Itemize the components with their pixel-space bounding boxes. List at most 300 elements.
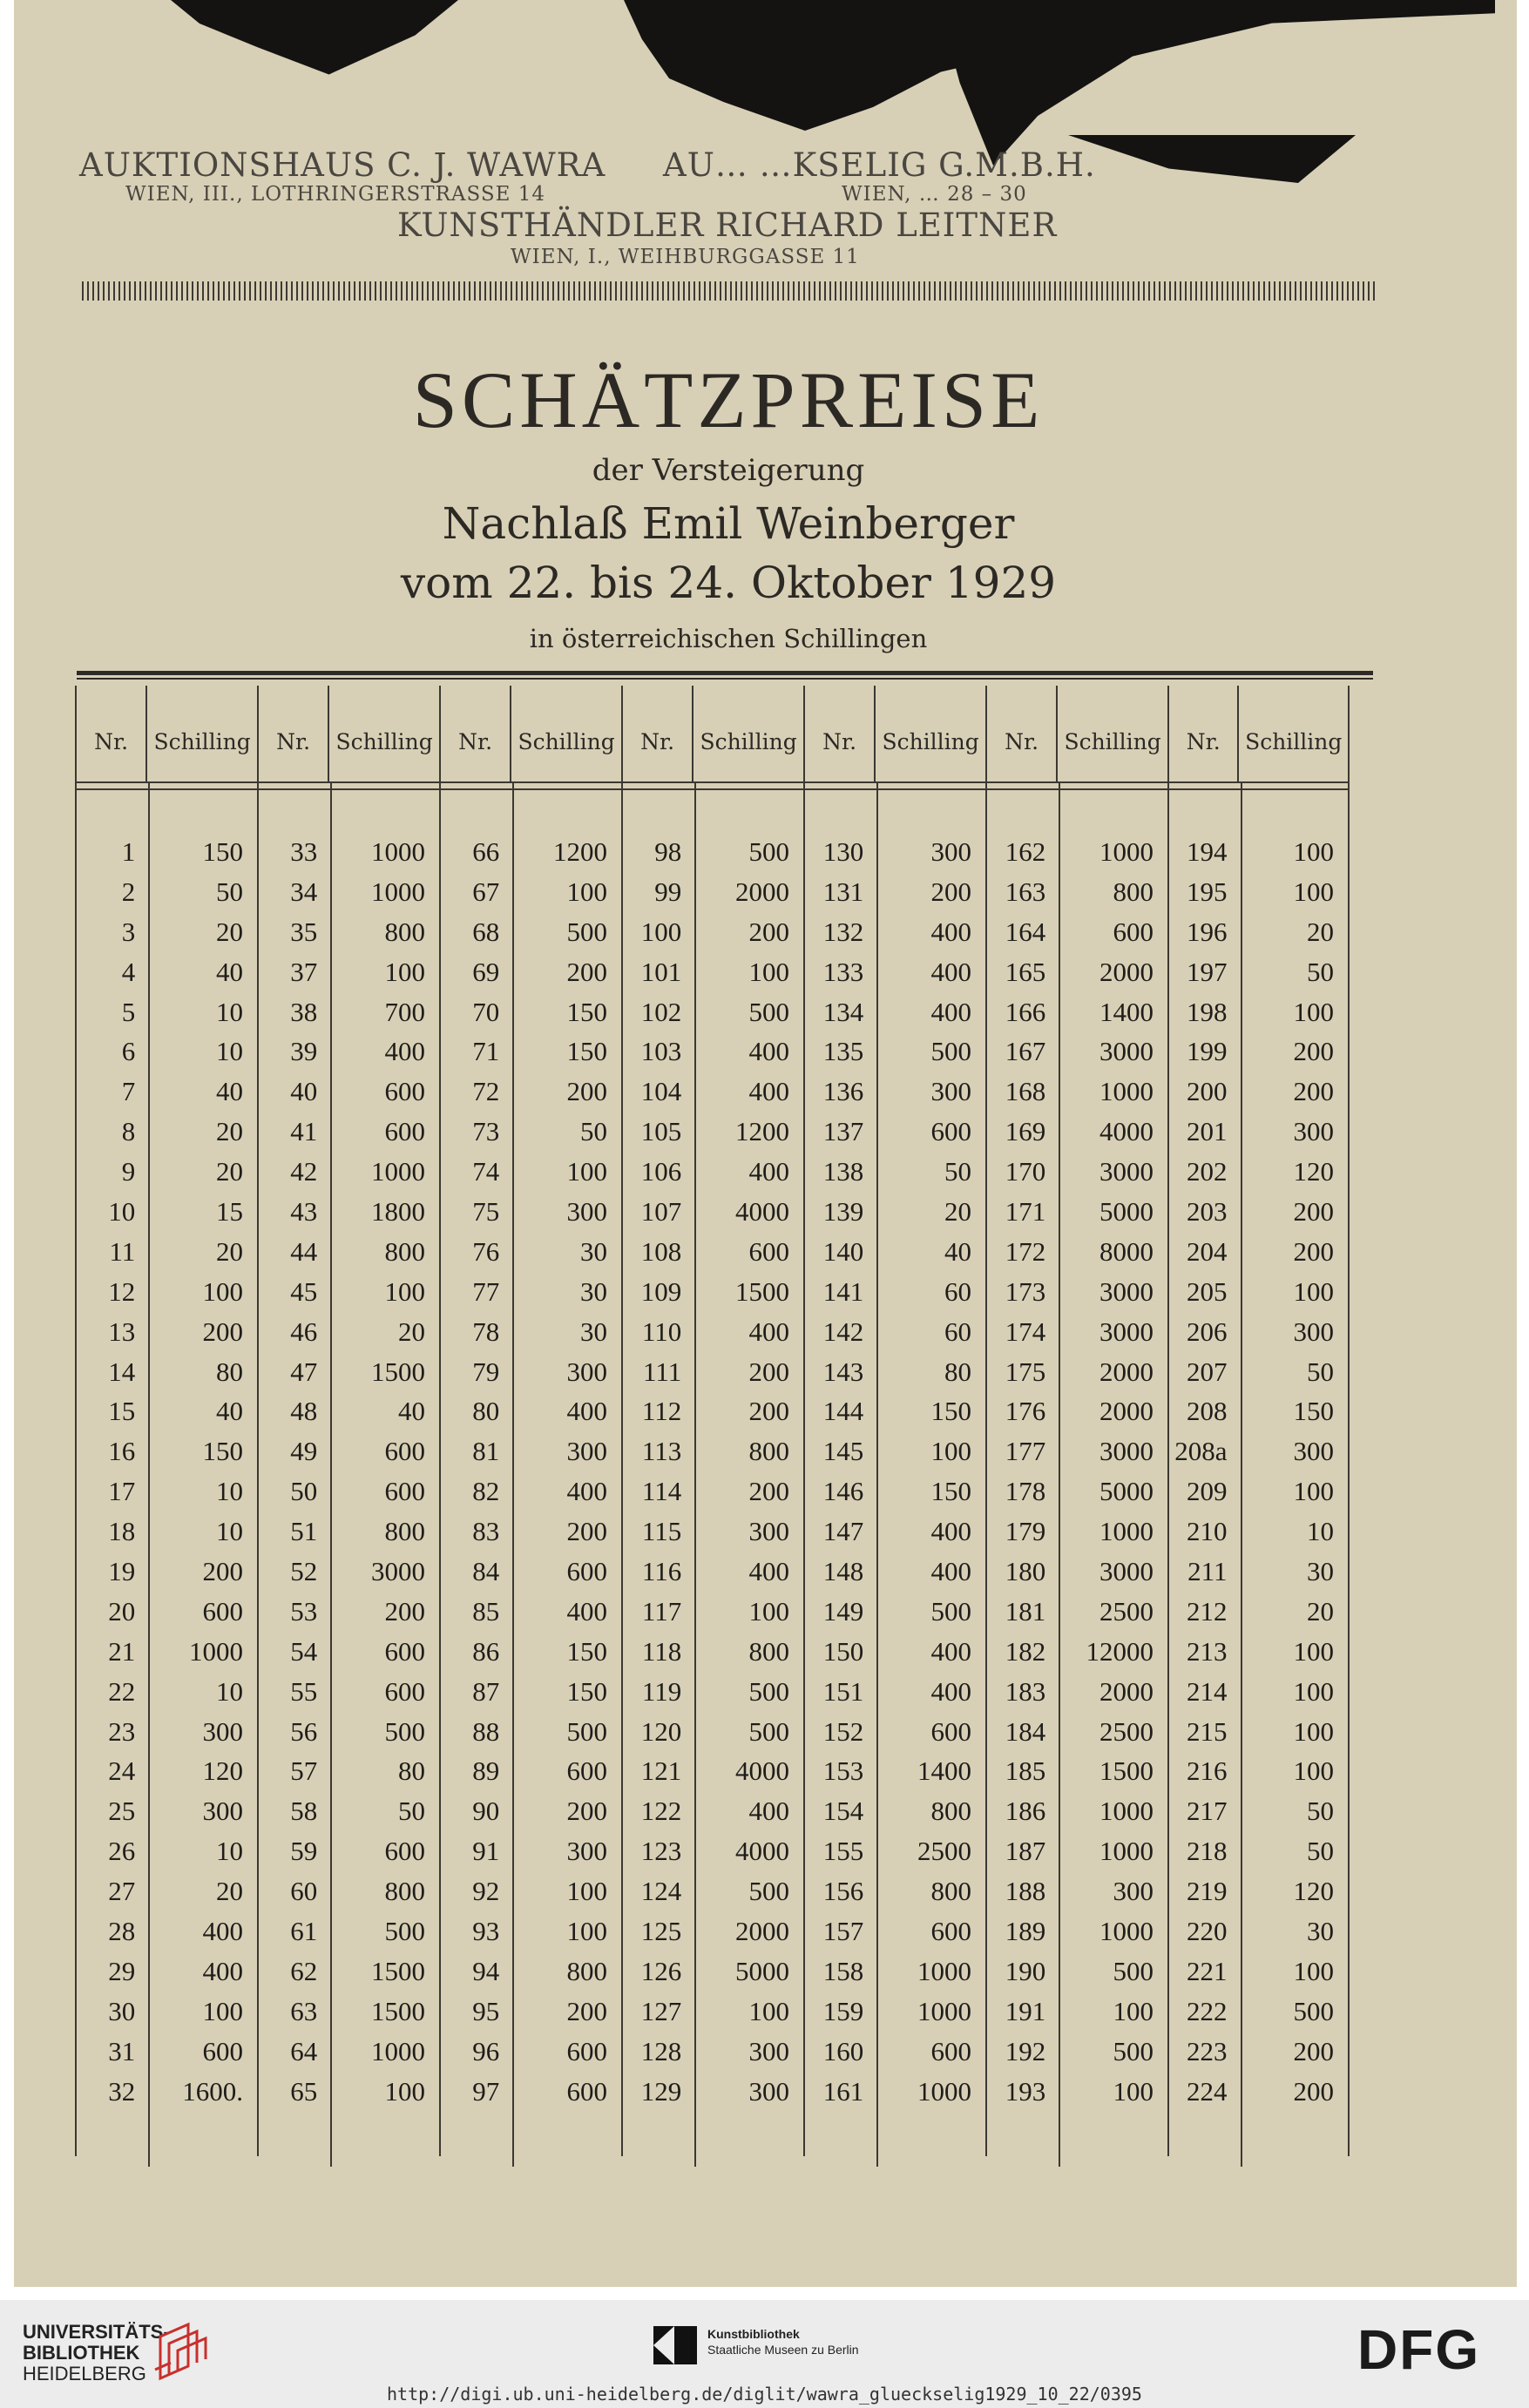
table-row [805, 1791, 985, 1831]
estimate-value: 3000 [371, 1556, 425, 1587]
table-row [441, 1391, 621, 1431]
table-column-group [621, 686, 803, 2156]
header-nr: Nr. [441, 686, 511, 781]
lot-number: 43 [290, 1196, 318, 1228]
table-row [1169, 2032, 1348, 2072]
lot-number: 1 [121, 836, 136, 867]
table-row [623, 1951, 803, 1992]
table-row [77, 1552, 257, 1592]
estimate-value: 2500 [917, 1836, 971, 1867]
table-row [77, 1712, 257, 1752]
estimate-value: 1000 [1099, 1916, 1154, 1947]
estimate-value: 800 [930, 1876, 971, 1907]
paper-tear [171, 0, 458, 78]
estimate-value: 200 [748, 1476, 789, 1507]
table-row [805, 2032, 985, 2072]
lot-number: 216 [1186, 1755, 1228, 1787]
table-row [805, 1992, 985, 2032]
lot-number: 118 [641, 1635, 682, 1667]
table-row [805, 1552, 985, 1592]
table-row [1169, 1831, 1348, 1871]
table-row [805, 1592, 985, 1632]
estimate-value: 200 [566, 1516, 607, 1547]
table-row [441, 1951, 621, 1992]
lot-number: 181 [1005, 1595, 1046, 1627]
estimate-value: 80 [216, 1356, 243, 1387]
estimate-value: 2000 [1099, 1396, 1154, 1427]
lot-number: 60 [290, 1876, 318, 1907]
estimate-value: 600 [748, 1235, 789, 1267]
estimate-value: 10 [1307, 1516, 1334, 1547]
lot-number: 132 [822, 916, 864, 947]
lot-number: 76 [472, 1235, 500, 1267]
lot-number: 166 [1005, 996, 1046, 1027]
table-row [441, 992, 621, 1032]
lot-number: 18 [108, 1516, 136, 1547]
table-row [259, 872, 439, 912]
table-row [987, 1911, 1167, 1951]
estimate-value: 600 [384, 1436, 425, 1467]
estimate-value: 20 [1307, 916, 1334, 947]
table-row [441, 1751, 621, 1791]
table-row [1169, 1552, 1348, 1592]
lot-number: 20 [108, 1595, 136, 1627]
lot-number: 201 [1186, 1116, 1228, 1147]
estimate-value: 300 [1293, 1116, 1334, 1147]
header-nr: Nr. [259, 686, 329, 781]
table-row [987, 1112, 1167, 1152]
table-row [623, 1032, 803, 1072]
lot-number: 142 [822, 1316, 864, 1347]
estimate-value: 300 [566, 1196, 607, 1228]
estimate-value: 1400 [1099, 996, 1154, 1027]
lot-number: 115 [641, 1516, 682, 1547]
estimate-value: 1000 [1099, 1836, 1154, 1867]
table-row [77, 1431, 257, 1471]
estimate-value: 10 [216, 1036, 243, 1067]
estimate-value: 100 [1113, 2075, 1154, 2107]
lot-number: 6 [121, 1036, 136, 1067]
estimate-value: 5000 [1099, 1476, 1154, 1507]
table-row [805, 912, 985, 952]
estimate-value: 600 [930, 2035, 971, 2066]
estimate-value: 10 [216, 1675, 243, 1707]
table-row [259, 1552, 439, 1592]
estimate-value: 400 [930, 956, 971, 987]
lot-number: 41 [290, 1116, 318, 1147]
lot-number: 157 [822, 1916, 864, 1947]
estimate-value: 2000 [1099, 1675, 1154, 1707]
table-row [805, 1512, 985, 1552]
table-row [441, 1072, 621, 1112]
table-row [259, 1152, 439, 1192]
table-row [805, 1672, 985, 1712]
lot-number: 84 [472, 1556, 500, 1587]
table-row [77, 1592, 257, 1632]
estimate-value: 400 [930, 996, 971, 1027]
lot-number: 24 [108, 1755, 136, 1787]
table-row [805, 2072, 985, 2112]
estimate-value: 1000 [371, 876, 425, 907]
lot-number: 206 [1186, 1316, 1228, 1347]
estimate-value: 50 [1307, 1796, 1334, 1827]
table-rows [441, 832, 621, 2112]
table-row [623, 832, 803, 872]
lot-number: 22 [108, 1675, 136, 1707]
estimate-value: 1000 [1099, 836, 1154, 867]
table-row [259, 1391, 439, 1431]
table-column-group [75, 686, 257, 2156]
table-row [805, 872, 985, 912]
estimate-value: 600 [566, 1556, 607, 1587]
lot-number: 159 [822, 1995, 864, 2026]
lot-number: 212 [1186, 1595, 1228, 1627]
lot-number: 194 [1186, 836, 1228, 867]
lot-number: 54 [290, 1635, 318, 1667]
table-row [259, 1951, 439, 1992]
estimate-value: 1000 [917, 1955, 971, 1986]
table-row [77, 1911, 257, 1951]
lot-number: 61 [290, 1916, 318, 1947]
table-row [77, 1072, 257, 1112]
table-row [259, 1831, 439, 1871]
lot-number: 11 [109, 1235, 136, 1267]
lot-number: 45 [290, 1275, 318, 1307]
estimate-value: 20 [216, 916, 243, 947]
table-row [623, 1672, 803, 1712]
table-row [77, 1272, 257, 1312]
estimate-value: 400 [202, 1955, 243, 1986]
paper-tear [1068, 135, 1356, 183]
estimate-value: 30 [580, 1235, 607, 1267]
lot-number: 37 [290, 956, 318, 987]
table-row [259, 1072, 439, 1112]
table-row [259, 1712, 439, 1752]
header-rule [259, 788, 439, 790]
table-row [805, 1471, 985, 1512]
table-column-group [439, 686, 621, 2156]
table-row [805, 1352, 985, 1392]
table-row [77, 1951, 257, 1992]
table-row [623, 1552, 803, 1592]
estimate-value: 400 [566, 1595, 607, 1627]
lot-number: 128 [640, 2035, 682, 2066]
estimate-value: 100 [1293, 996, 1334, 1027]
table-row [805, 1032, 985, 1072]
table-rows [77, 832, 257, 2112]
lot-number: 176 [1005, 1396, 1046, 1427]
estimate-value: 40 [944, 1235, 971, 1267]
auction-dates: vom 22. bis 24. Oktober 1929 [400, 558, 1057, 608]
table-row [987, 1312, 1167, 1352]
estimate-value: 400 [748, 1796, 789, 1827]
lot-number: 198 [1186, 996, 1228, 1027]
estimate-value: 3000 [1099, 1036, 1154, 1067]
letterhead-firm-glueckselig: AU… …KSELIG G.M.B.H. [663, 146, 1096, 184]
estimate-value: 500 [748, 1876, 789, 1907]
table-row [77, 2032, 257, 2072]
table-row [441, 1152, 621, 1192]
table-row [77, 1672, 257, 1712]
estimate-value: 300 [202, 1796, 243, 1827]
estimate-value: 600 [384, 1675, 425, 1707]
lot-number: 8 [121, 1116, 136, 1147]
lot-number: 186 [1005, 1796, 1046, 1827]
table-row [441, 1112, 621, 1152]
table-row [987, 1391, 1167, 1431]
estimate-value: 800 [930, 1796, 971, 1827]
estimate-value: 150 [930, 1476, 971, 1507]
table-row [987, 1352, 1167, 1392]
lot-number: 172 [1005, 1235, 1046, 1267]
lot-number: 94 [472, 1955, 500, 1986]
table-row [259, 1471, 439, 1512]
table-row [441, 1471, 621, 1512]
estimate-value: 3000 [1099, 1316, 1154, 1347]
table-row [259, 1911, 439, 1951]
estimate-value: 700 [384, 996, 425, 1027]
estimate-value: 20 [216, 1116, 243, 1147]
table-row [987, 1192, 1167, 1232]
lot-number: 156 [822, 1876, 864, 1907]
table-top-rule [77, 678, 1373, 680]
estimate-value: 150 [566, 1675, 607, 1707]
estimate-value: 100 [930, 1436, 971, 1467]
estimate-value: 200 [566, 956, 607, 987]
lot-number: 167 [1005, 1036, 1046, 1067]
lot-number: 218 [1186, 1836, 1228, 1867]
lot-number: 49 [290, 1436, 318, 1467]
table-column-group [985, 686, 1167, 2156]
table-row [441, 1192, 621, 1232]
estimate-value: 100 [1293, 836, 1334, 867]
header-nr: Nr. [623, 686, 693, 781]
estimate-value: 200 [1293, 2035, 1334, 2066]
lot-number: 106 [640, 1156, 682, 1187]
lot-number: 135 [822, 1036, 864, 1067]
table-row [805, 832, 985, 872]
table-row [1169, 2072, 1348, 2112]
estimate-value: 100 [566, 1916, 607, 1947]
lot-number: 222 [1186, 1995, 1228, 2026]
lot-number: 110 [641, 1316, 682, 1347]
table-row [987, 1712, 1167, 1752]
table-row [259, 1672, 439, 1712]
table-row [77, 1871, 257, 1911]
table-row [987, 2072, 1167, 2112]
lot-number: 175 [1005, 1356, 1046, 1387]
table-column-group [1167, 686, 1350, 2156]
lot-number: 162 [1005, 836, 1046, 867]
estimate-value: 400 [748, 1036, 789, 1067]
lot-number: 195 [1186, 876, 1228, 907]
estimate-value: 800 [1113, 876, 1154, 907]
estimate-value: 800 [384, 1235, 425, 1267]
estimate-value: 4000 [735, 1836, 789, 1867]
table-row [1169, 1911, 1348, 1951]
table-row [259, 2032, 439, 2072]
table-row [805, 1072, 985, 1112]
estimate-value: 200 [1293, 1036, 1334, 1067]
footer-bar [0, 2300, 1529, 2408]
lot-number: 151 [822, 1675, 864, 1707]
estimate-value: 800 [748, 1635, 789, 1667]
estimate-value: 400 [748, 1076, 789, 1107]
table-row [441, 1352, 621, 1392]
table-row [1169, 1471, 1348, 1512]
estimate-value: 1000 [917, 2075, 971, 2107]
estimate-value: 500 [566, 1715, 607, 1747]
lot-number: 9 [121, 1156, 136, 1187]
lot-number: 170 [1005, 1156, 1046, 1187]
estimate-value: 1500 [735, 1275, 789, 1307]
lot-number: 86 [472, 1635, 500, 1667]
uni-name-line: UNIVERSITÄTS- [23, 2321, 170, 2343]
table-row [259, 1232, 439, 1272]
table-row [623, 1632, 803, 1672]
lot-number: 163 [1005, 876, 1046, 907]
uni-library-name [23, 2322, 170, 2384]
estimate-value: 60 [944, 1316, 971, 1347]
lot-number: 178 [1005, 1476, 1046, 1507]
estimate-value: 60 [944, 1275, 971, 1307]
kunstbibliothek-label [707, 2326, 859, 2357]
lot-number: 81 [472, 1436, 500, 1467]
estimate-value: 400 [566, 1476, 607, 1507]
lot-number: 171 [1005, 1196, 1046, 1228]
lot-number: 169 [1005, 1116, 1046, 1147]
estimate-value: 50 [1307, 956, 1334, 987]
table-row [77, 952, 257, 992]
table-row [259, 832, 439, 872]
permalink-url[interactable]: http://digi.ub.uni-heidelberg.de/diglit/wawra_glueckselig1929_10_22/0395 [387, 2384, 1142, 2405]
estimate-value: 1200 [553, 836, 607, 867]
table-row [259, 1791, 439, 1831]
table-row [1169, 1312, 1348, 1352]
lot-number: 15 [108, 1396, 136, 1427]
lot-number: 59 [290, 1836, 318, 1867]
header-schilling: Schilling [700, 728, 797, 754]
table-row [623, 1751, 803, 1791]
table-row [805, 1911, 985, 1951]
lot-number: 28 [108, 1916, 136, 1947]
lot-number: 52 [290, 1556, 318, 1587]
table-row [259, 1632, 439, 1672]
lot-number: 34 [290, 876, 318, 907]
table-row [623, 1831, 803, 1871]
letterhead-address-leitner: WIEN, I., WEIHBURGGASSE 11 [511, 246, 860, 268]
lot-number: 202 [1186, 1156, 1228, 1187]
lot-number: 138 [822, 1156, 864, 1187]
lot-number: 121 [640, 1755, 682, 1787]
header-rule [987, 788, 1167, 790]
estimate-value: 30 [1307, 1916, 1334, 1947]
estimate-value: 100 [202, 1275, 243, 1307]
table-row [805, 1951, 985, 1992]
header-nr: Nr. [77, 686, 147, 781]
lot-number: 210 [1186, 1516, 1228, 1547]
table-row [1169, 832, 1348, 872]
estimate-value: 20 [216, 1876, 243, 1907]
estimate-value: 100 [1293, 1476, 1334, 1507]
header-nr: Nr. [805, 686, 876, 781]
estimate-value: 300 [930, 1076, 971, 1107]
lot-number: 111 [643, 1356, 682, 1387]
lot-number: 179 [1005, 1516, 1046, 1547]
lot-number: 164 [1005, 916, 1046, 947]
lot-number: 114 [641, 1476, 682, 1507]
table-row [1169, 1431, 1348, 1471]
lot-number: 146 [822, 1476, 864, 1507]
table-row [987, 872, 1167, 912]
estimate-value: 2000 [1099, 956, 1154, 987]
table-row [987, 992, 1167, 1032]
estimate-value: 200 [748, 916, 789, 947]
table-row [441, 2072, 621, 2112]
estimate-value: 50 [1307, 1356, 1334, 1387]
lot-number: 19 [108, 1556, 136, 1587]
lot-number: 130 [822, 836, 864, 867]
estimate-value: 40 [216, 1396, 243, 1427]
table-row [1169, 1112, 1348, 1152]
estimate-value: 100 [202, 1995, 243, 2026]
lot-number: 126 [640, 1955, 682, 1986]
lot-number: 174 [1005, 1316, 1046, 1347]
table-row [259, 1512, 439, 1552]
lot-number: 80 [472, 1396, 500, 1427]
table-row [987, 2032, 1167, 2072]
estimate-value: 600 [384, 1476, 425, 1507]
lot-number: 140 [822, 1235, 864, 1267]
estimate-value: 100 [384, 2075, 425, 2107]
table-row [1169, 872, 1348, 912]
lot-number: 66 [472, 836, 500, 867]
estimate-value: 1000 [1099, 1076, 1154, 1107]
table-row [623, 992, 803, 1032]
lot-number: 33 [290, 836, 318, 867]
lot-number: 137 [822, 1116, 864, 1147]
estate-name: Nachlaß Emil Weinberger [442, 498, 1015, 549]
estimate-value: 40 [216, 956, 243, 987]
table-row [805, 1312, 985, 1352]
estimate-value: 500 [1293, 1995, 1334, 2026]
estimate-value: 50 [216, 876, 243, 907]
table-row [623, 2032, 803, 2072]
estimate-value: 200 [1293, 1235, 1334, 1267]
table-row [441, 1712, 621, 1752]
table-row [77, 1751, 257, 1791]
table-row [987, 1152, 1167, 1192]
estimate-value: 200 [384, 1595, 425, 1627]
estimate-value: 100 [566, 876, 607, 907]
estimate-value: 200 [202, 1556, 243, 1587]
estimate-value: 500 [384, 1715, 425, 1747]
estimate-value: 10 [216, 996, 243, 1027]
lot-number: 93 [472, 1916, 500, 1947]
lot-number: 31 [108, 2035, 136, 2066]
estimate-value: 500 [748, 1675, 789, 1707]
lot-number: 3 [121, 916, 136, 947]
lot-number: 107 [640, 1196, 682, 1228]
lot-number: 23 [108, 1715, 136, 1747]
table-row [259, 1751, 439, 1791]
lot-number: 13 [108, 1316, 136, 1347]
table-row [1169, 1192, 1348, 1232]
lot-number: 58 [290, 1796, 318, 1827]
letterhead-divider [82, 281, 1378, 301]
letterhead-address-glueckselig: WIEN, … 28 – 30 [842, 183, 1027, 206]
lot-number: 205 [1186, 1275, 1228, 1307]
